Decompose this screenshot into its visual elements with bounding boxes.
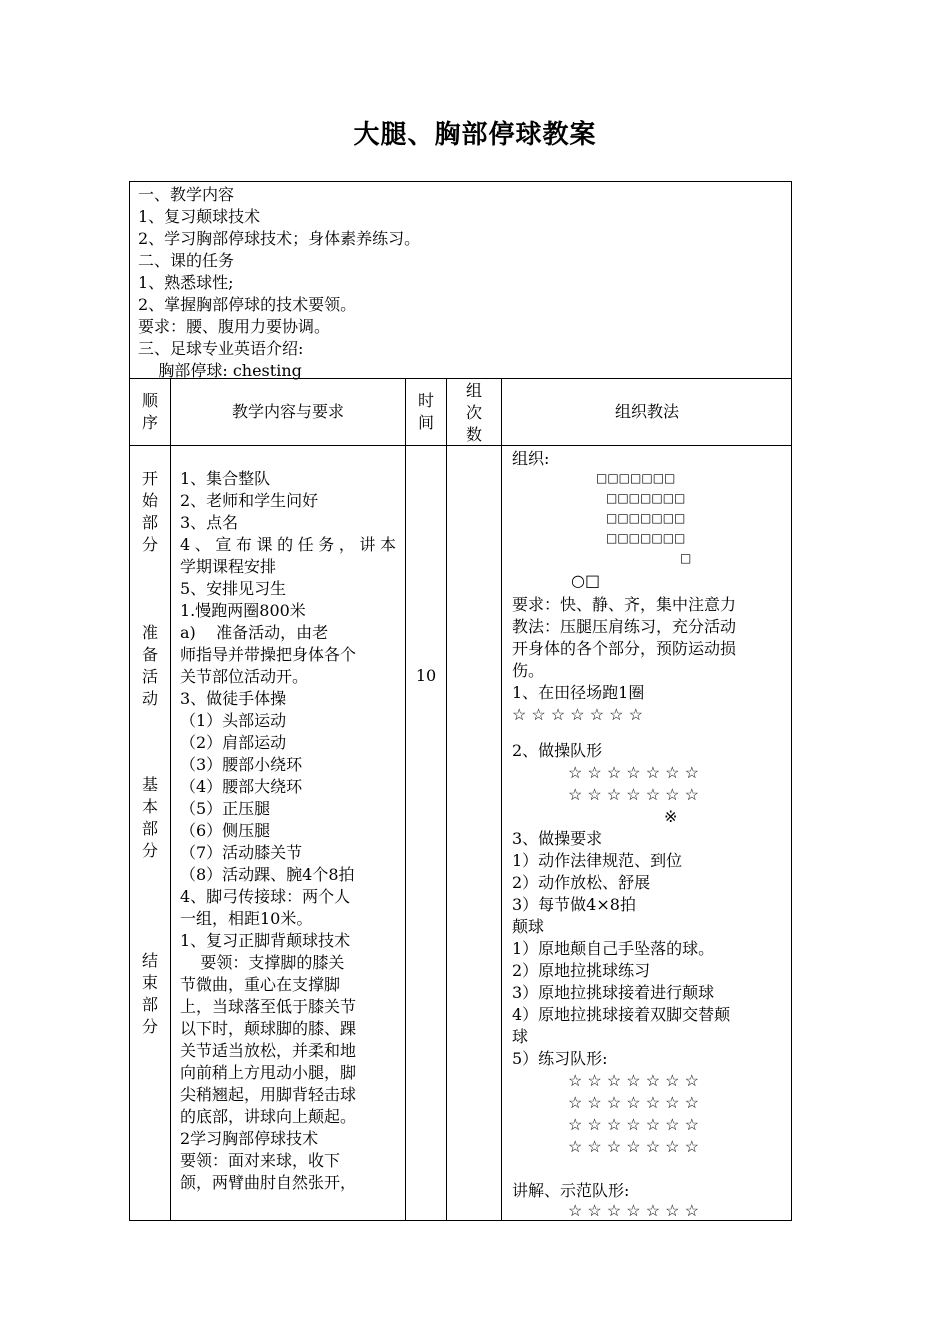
- juggle-stars: [568, 1070, 699, 1158]
- content-line: 2、老师和学生问好: [180, 491, 319, 510]
- header-order-char: 顺: [141, 391, 158, 410]
- document-title: 大腿、胸部停球教案: [353, 120, 597, 150]
- exercise-stars: [568, 762, 699, 806]
- method-text: [512, 594, 784, 726]
- phase-char: 部: [141, 995, 158, 1014]
- intro-line: 2、学习胸部停球技术；身体素养练习。: [138, 229, 421, 248]
- phase-start: [130, 468, 170, 556]
- exercise-formation-title: 2、做操队形: [512, 741, 603, 760]
- method-line: 颠球: [512, 917, 545, 936]
- header-time: [406, 390, 446, 434]
- content-line: （4）腰部大绕环: [180, 777, 303, 796]
- col-divider-2: [405, 378, 406, 1221]
- phase-char: 本: [141, 797, 158, 816]
- content-line: 关节部位活动开。: [180, 667, 309, 686]
- method-line: 4）原地拉挑球接着双脚交替颠: [512, 1005, 731, 1024]
- star-row: ☆ ☆ ☆ ☆ ☆ ☆ ☆: [568, 785, 699, 804]
- content-line: （3）腰部小绕环: [180, 755, 303, 774]
- content-line: 3、做徒手体操: [180, 689, 287, 708]
- content-line: 1、复习正脚背颠球技术: [180, 931, 351, 950]
- phase-char: 结: [141, 951, 158, 970]
- header-sets: [447, 380, 501, 446]
- header-order-char: 序: [141, 413, 158, 432]
- phase-char: 部: [141, 819, 158, 838]
- intro-section: [138, 184, 420, 382]
- intro-line: 胸部停球: chesting: [138, 361, 302, 380]
- circle-mark: ○□: [571, 571, 601, 590]
- exercise-mark: ※: [664, 807, 678, 826]
- content-line: （2）肩部运动: [180, 733, 287, 752]
- content-line: （5）正压腿: [180, 799, 271, 818]
- intro-line: 二、课的任务: [138, 251, 235, 270]
- content-line: 1.慢跑两圈800米: [180, 601, 306, 620]
- method-line: 伤。: [512, 661, 545, 680]
- phase-char: 活: [141, 667, 158, 686]
- org-formation: [596, 468, 685, 548]
- method-line: 3）每节做4×8拍: [512, 895, 636, 914]
- content-line: 4、宣布课的任务，讲本: [180, 535, 396, 554]
- method-line: 2）原地拉挑球练习: [512, 961, 651, 980]
- method-line: 开身体的各个部分，预防运动损: [512, 639, 737, 658]
- method-line: 教法：压腿压肩练习，充分活动: [512, 617, 737, 636]
- content-line: （7）活动膝关节: [180, 843, 303, 862]
- content-line: 以下时，颠球脚的膝、踝: [180, 1019, 357, 1038]
- method-line: 3）原地拉挑球接着进行颠球: [512, 983, 715, 1002]
- phase-char: 分: [141, 1017, 158, 1036]
- phase-char: 动: [141, 689, 158, 708]
- content-line: 节微曲，重心在支撑脚: [180, 975, 341, 994]
- phase-char: 准: [141, 623, 158, 642]
- intro-line: 要求：腰、腹用力要协调。: [138, 317, 331, 336]
- demo-title: 讲解、示范队形:: [512, 1181, 630, 1200]
- phase-end: [130, 950, 170, 1038]
- content-line: 向前稍上方甩动小腿，脚: [180, 1063, 357, 1082]
- content-column: [180, 468, 396, 1194]
- method-line: 5）练习队形:: [512, 1049, 608, 1068]
- phase-char: 始: [141, 491, 158, 510]
- content-line: 一组，相距10米。: [180, 909, 313, 928]
- star-row: ☆ ☆ ☆ ☆ ☆ ☆ ☆: [512, 705, 643, 724]
- demo-stars: ☆ ☆ ☆ ☆ ☆ ☆ ☆: [568, 1201, 699, 1220]
- header-time-char: 时: [417, 391, 434, 410]
- header-method: 组织教法: [614, 402, 679, 421]
- header-content: 教学内容与要求: [231, 402, 344, 421]
- phase-char: 基: [141, 775, 158, 794]
- formation-row: □□□□□□□: [606, 531, 686, 545]
- method-line: 1）动作法律规范、到位: [512, 851, 683, 870]
- header-sets-char: 组: [465, 381, 482, 400]
- content-line: 2学习胸部停球技术: [180, 1129, 319, 1148]
- content-line: 的底部，讲球向上颠起。: [180, 1107, 357, 1126]
- content-line: 5、安排见习生: [180, 579, 287, 598]
- method-line: 1）原地颠自己手坠落的球。: [512, 939, 715, 958]
- col-divider-3: [446, 378, 447, 1221]
- intro-line: 一、教学内容: [138, 185, 235, 204]
- star-row: ☆ ☆ ☆ ☆ ☆ ☆ ☆: [568, 1093, 699, 1112]
- phase-char: 备: [141, 645, 158, 664]
- star-row: ☆ ☆ ☆ ☆ ☆ ☆ ☆: [568, 1115, 699, 1134]
- content-line: （6）侧压腿: [180, 821, 271, 840]
- phase-char: 分: [141, 841, 158, 860]
- formation-row: □□□□□□□: [606, 511, 686, 525]
- content-line: 关节适当放松，并柔和地: [180, 1041, 357, 1060]
- phase-warmup: [130, 622, 170, 710]
- col-divider-1: [170, 378, 171, 1221]
- star-row: ☆ ☆ ☆ ☆ ☆ ☆ ☆: [568, 1137, 699, 1156]
- col-divider-4: [501, 378, 502, 1221]
- content-line: 3、点名: [180, 513, 239, 532]
- content-line: a) 准备活动，由老: [180, 623, 329, 642]
- phase-char: 分: [141, 535, 158, 554]
- method-line: 1、在田径场跑1圈: [512, 683, 645, 702]
- content-line: 尖稍翘起，用脚背轻击球: [180, 1085, 357, 1104]
- header-sets-char: 数: [465, 425, 482, 444]
- star-row: ☆ ☆ ☆ ☆ ☆ ☆ ☆: [568, 1071, 699, 1090]
- teacher-mark: □: [680, 551, 692, 565]
- content-line: 1、集合整队: [180, 469, 271, 488]
- intro-line: 三、足球专业英语介绍:: [138, 339, 304, 358]
- content-line: 颌，两臂曲肘自然张开，: [180, 1173, 357, 1192]
- content-line: （8）活动踝、腕4个8拍: [180, 865, 355, 884]
- phase-char: 部: [141, 513, 158, 532]
- content-line: 上，当球落至低于膝关节: [180, 997, 357, 1016]
- requirements-block: [512, 828, 784, 1070]
- star-row: ☆ ☆ ☆ ☆ ☆ ☆ ☆: [568, 763, 699, 782]
- method-line: 2）动作放松、舒展: [512, 873, 651, 892]
- intro-line: 1、复习颠球技术: [138, 207, 261, 226]
- time-value: 10: [415, 666, 437, 685]
- formation-row: □□□□□□□: [596, 471, 676, 485]
- intro-line: 2、掌握胸部停球的技术要领。: [138, 295, 357, 314]
- phase-char: 开: [141, 469, 158, 488]
- content-line: 要领：支撑脚的膝关: [180, 953, 345, 972]
- phase-char: 束: [141, 973, 158, 992]
- formation-row: □□□□□□□: [606, 491, 686, 505]
- content-line: 师指导并带操把身体各个: [180, 645, 357, 664]
- method-line: 要求：快、静、齐，集中注意力: [512, 595, 737, 614]
- content-line: 要领：面对来球，收下: [180, 1151, 341, 1170]
- header-order: [130, 390, 170, 434]
- org-label: 组织:: [512, 449, 550, 468]
- phase-basic: [130, 774, 170, 862]
- content-line: 学期课程安排: [180, 557, 277, 576]
- content-line: （1）头部运动: [180, 711, 287, 730]
- method-line: 3、做操要求: [512, 829, 603, 848]
- header-sets-char: 次: [465, 403, 482, 422]
- header-time-char: 间: [417, 413, 434, 432]
- content-line: 4、脚弓传接球：两个人: [180, 887, 351, 906]
- method-line: 球: [512, 1027, 529, 1046]
- intro-line: 1、熟悉球性;: [138, 273, 234, 292]
